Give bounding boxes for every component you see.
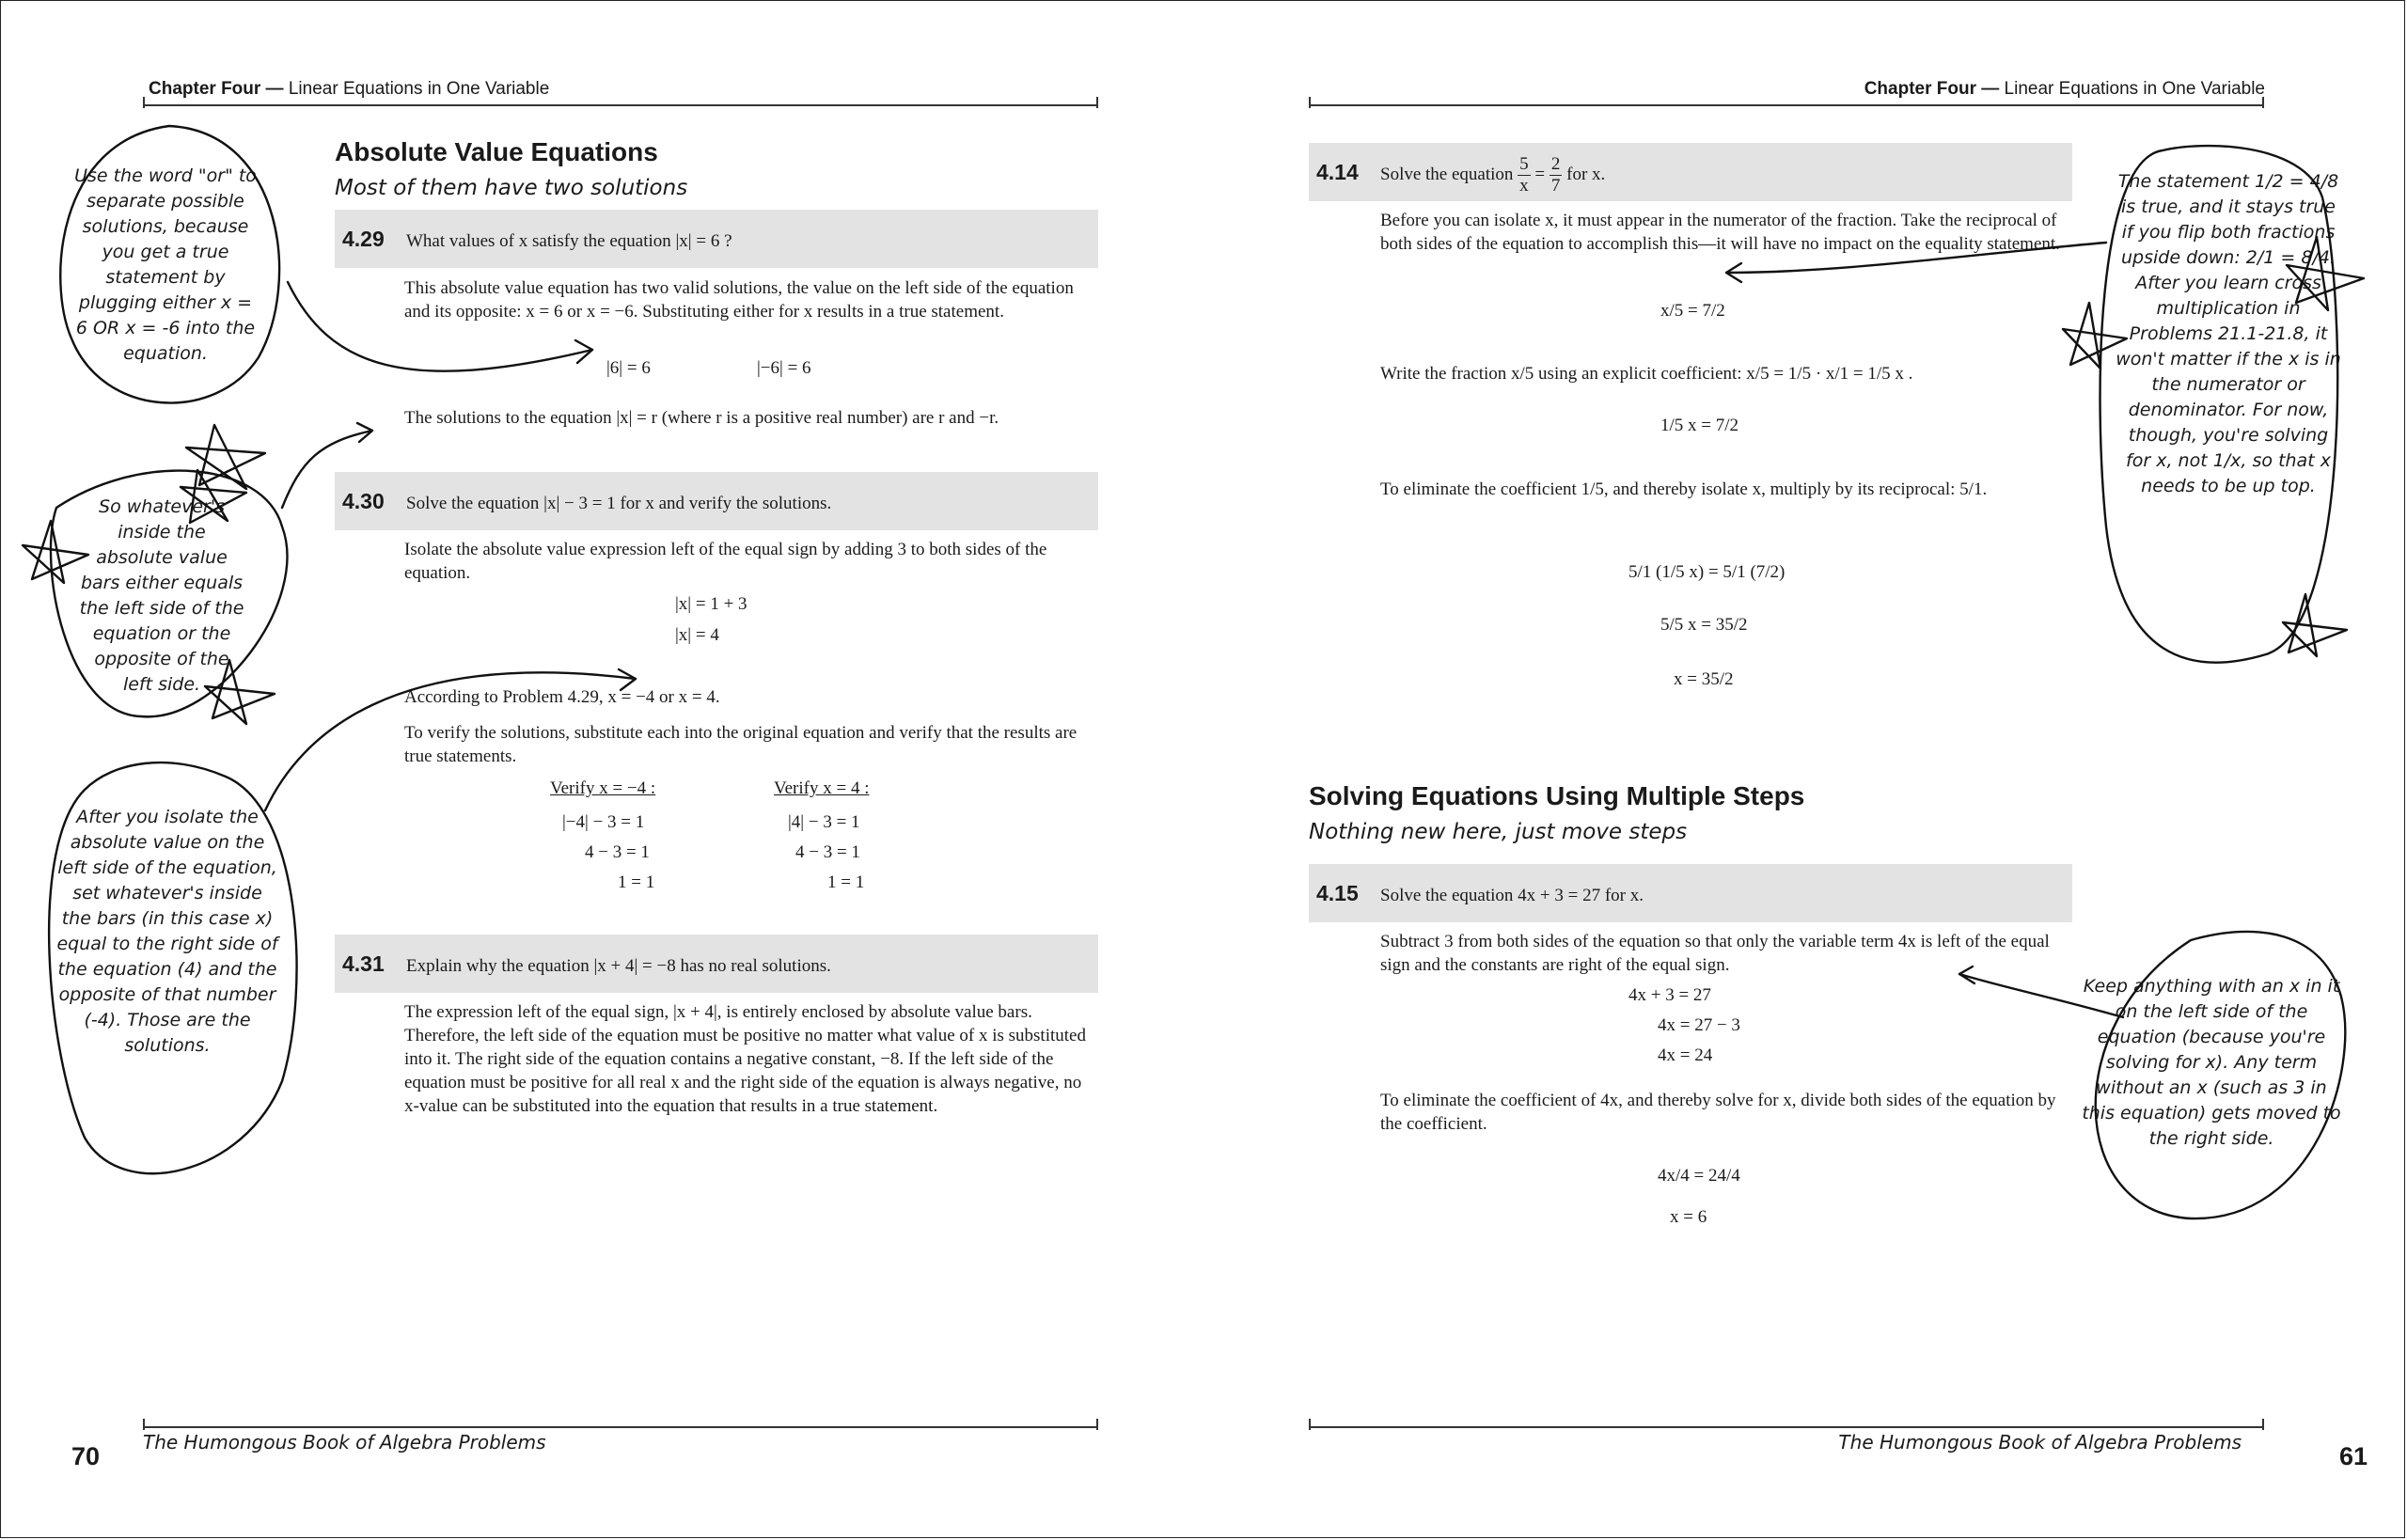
- problem-box-4-15: [1309, 864, 2072, 922]
- section-subtitle: Most of them have two solutions: [335, 176, 688, 200]
- rule-tick: [143, 97, 145, 108]
- problem-box-4-31: [335, 935, 1098, 993]
- solution-text: According to Problem 4.29, x = −4 or x = 4.: [404, 687, 720, 707]
- problem-question-end: for x.: [1566, 165, 1606, 184]
- problem-question: What values of x satisfy the equation |x| = 6 ?: [406, 231, 732, 251]
- section-subtitle: Nothing new here, just move steps: [1309, 820, 1688, 844]
- book-footer: The Humongous Book of Algebra Problems: [1838, 1431, 2242, 1454]
- equation: x = 35/2: [1674, 669, 1734, 689]
- fraction-numerator: 5: [1519, 154, 1529, 175]
- problem-question-start: Solve the equation: [1380, 165, 1514, 184]
- problem-number: 4.29: [342, 227, 385, 251]
- problem-number: 4.30: [342, 489, 385, 513]
- problem-question: Solve the equation |x| − 3 = 1 for x and verify the solutions.: [406, 494, 832, 513]
- chapter-label: Chapter Four —: [149, 79, 284, 99]
- margin-note: Keep anything with an x in it on the left side of the equation (because you're solving for x). Any term without an x (such as 3 in this equation) gets moved to the right side.: [2082, 976, 2341, 1149]
- footer-rule: [1309, 1426, 2264, 1428]
- solution-text: Write the fraction x/5 using an explicit coefficient: x/5 = 1/5 · x/1 = 1/5 x .: [1380, 364, 1913, 384]
- header-rule: [1309, 104, 2264, 106]
- problem-box-4-14: [1309, 143, 2072, 201]
- equation: |6| = 6: [606, 358, 651, 378]
- equation: 4x + 3 = 27: [1628, 985, 1711, 1005]
- solution-text: Isolate the absolute value expression left of the equal sign by adding 3 to both sides of the equation.: [404, 540, 1047, 583]
- problem-number: 4.15: [1316, 881, 1359, 905]
- rule-tick: [1309, 97, 1311, 108]
- fraction: [1518, 154, 1531, 196]
- problem-number: 4.31: [342, 951, 385, 976]
- problem-question: Explain why the equation |x + 4| = −8 has no real solutions.: [406, 956, 831, 976]
- solution-text: To eliminate the coefficient 1/5, and thereby isolate x, multiply by its reciprocal: 5/1.: [1380, 479, 1988, 499]
- equation: 1 = 1: [827, 872, 865, 892]
- fraction-denominator: x: [1519, 176, 1529, 196]
- equation: 1 = 1: [618, 872, 655, 892]
- solution-text: The solutions to the equation |x| = r (where r is a positive real number) are r and −r.: [404, 408, 999, 428]
- equation: 4x/4 = 24/4: [1658, 1166, 1740, 1186]
- solution-text: To verify the solutions, substitute each into the original equation and verify that the results are true statements.: [404, 723, 1078, 766]
- equation: 4x = 27 − 3: [1658, 1015, 1740, 1035]
- equation: 1/5 x = 7/2: [1660, 416, 1739, 435]
- fraction-numerator: 2: [1550, 154, 1561, 175]
- equation: x = 6: [1670, 1207, 1707, 1227]
- rule-tick: [2262, 1419, 2264, 1430]
- rule-tick: [143, 1419, 145, 1430]
- verify-title: Verify x = 4 :: [774, 778, 870, 798]
- problem-number: 4.14: [1316, 160, 1359, 184]
- equation: 5/1 (1/5 x) = 5/1 (7/2): [1628, 562, 1786, 582]
- solution-text: To eliminate the coefficient of 4x, and thereby solve for x, divide both sides of the equation by the coefficient.: [1380, 1091, 2056, 1134]
- chapter-label: Chapter Four —: [1864, 79, 2000, 99]
- header-rule: [143, 104, 1098, 106]
- rule-tick: [1096, 97, 1098, 108]
- page-number: 61: [2338, 1442, 2368, 1470]
- left-running-head: [149, 79, 549, 100]
- rule-tick: [1309, 1419, 1311, 1430]
- section-title: Solving Equations Using Multiple Steps: [1309, 781, 1805, 810]
- chapter-title: Linear Equations in One Variable: [288, 79, 550, 99]
- margin-note: So whatever's inside the absolute value bars either equals the left side of the equation or the opposite of the left side.: [79, 496, 244, 695]
- solution-text: The expression left of the equal sign, |x + 4|, is entirely enclosed by absolute value bars. Therefore, the left side of the equation must be positive no matter what value of x is substituted into it. The right side of the equation contains a negative constant, −8. If the left side of the equation must be positive for all real x and the right side of the equation is always negative, no x-value can be substituted into the equation that results in a true statement.: [404, 1002, 1086, 1116]
- margin-note: The statement 1/2 = 4/8 is true, and it stays true if you flip both fractions upside down: 2/1 = 8/4. After you learn cross multiplication in Problems 21.1-21.8, it won't matter if the x is in the numerator or denominator. For now, though, you're solving for x, not 1/x, so that x needs to be up top.: [2116, 171, 2341, 496]
- fraction: [1550, 154, 1563, 196]
- equation: 4x = 24: [1658, 1045, 1713, 1065]
- equals-sign: =: [1534, 165, 1546, 184]
- page-number: 70: [71, 1442, 101, 1470]
- equation: |4| − 3 = 1: [788, 812, 860, 832]
- section-title: Absolute Value Equations: [335, 137, 658, 166]
- solution-text: Before you can isolate x, it must appear in the numerator of the fraction. Take the reciprocal of both sides of the equation to accomplish this—it will have no impact on the equality statement.: [1380, 211, 2060, 254]
- solution-text: This absolute value equation has two valid solutions, the value on the left side of the equation and its opposite: x = 6 or x = −6. Substituting either for x results in a true statement.: [404, 278, 1074, 322]
- right-running-head: [1864, 79, 2265, 100]
- problem-box-4-29: [335, 210, 1098, 268]
- footer-rule: [143, 1426, 1098, 1428]
- equation: |x| = 4: [675, 625, 719, 645]
- equation: x/5 = 7/2: [1660, 301, 1725, 321]
- margin-note: Use the word "or" to separate possible solutions, because you get a true statement by plugging either x = 6 OR x = -6 into the equation.: [74, 165, 257, 364]
- rule-tick: [1096, 1419, 1098, 1430]
- equation: |−4| − 3 = 1: [562, 812, 645, 832]
- equation: 4 − 3 = 1: [795, 842, 860, 862]
- chapter-title: Linear Equations in One Variable: [2004, 79, 2265, 99]
- margin-note: After you isolate the absolute value on the left side of the equation, set whatever's inside the bars (in this case x) equal to the right side of the equation (4) and the opposite of that number (-4). Those are the solutions.: [56, 807, 278, 1056]
- fraction-denominator: 7: [1550, 176, 1561, 196]
- equation: |x| = 1 + 3: [675, 594, 747, 614]
- equation: 4 − 3 = 1: [585, 842, 650, 862]
- book-footer: The Humongous Book of Algebra Problems: [143, 1431, 546, 1454]
- problem-question: Solve the equation 4x + 3 = 27 for x.: [1380, 886, 1644, 905]
- equation: 5/5 x = 35/2: [1660, 615, 1748, 635]
- equation: |−6| = 6: [757, 358, 811, 378]
- solution-text: Subtract 3 from both sides of the equation so that only the variable term 4x is left of the equal sign and the constants are right of the equal sign.: [1380, 932, 2050, 975]
- problem-box-4-30: [335, 472, 1098, 530]
- verify-title: Verify x = −4 :: [550, 778, 656, 798]
